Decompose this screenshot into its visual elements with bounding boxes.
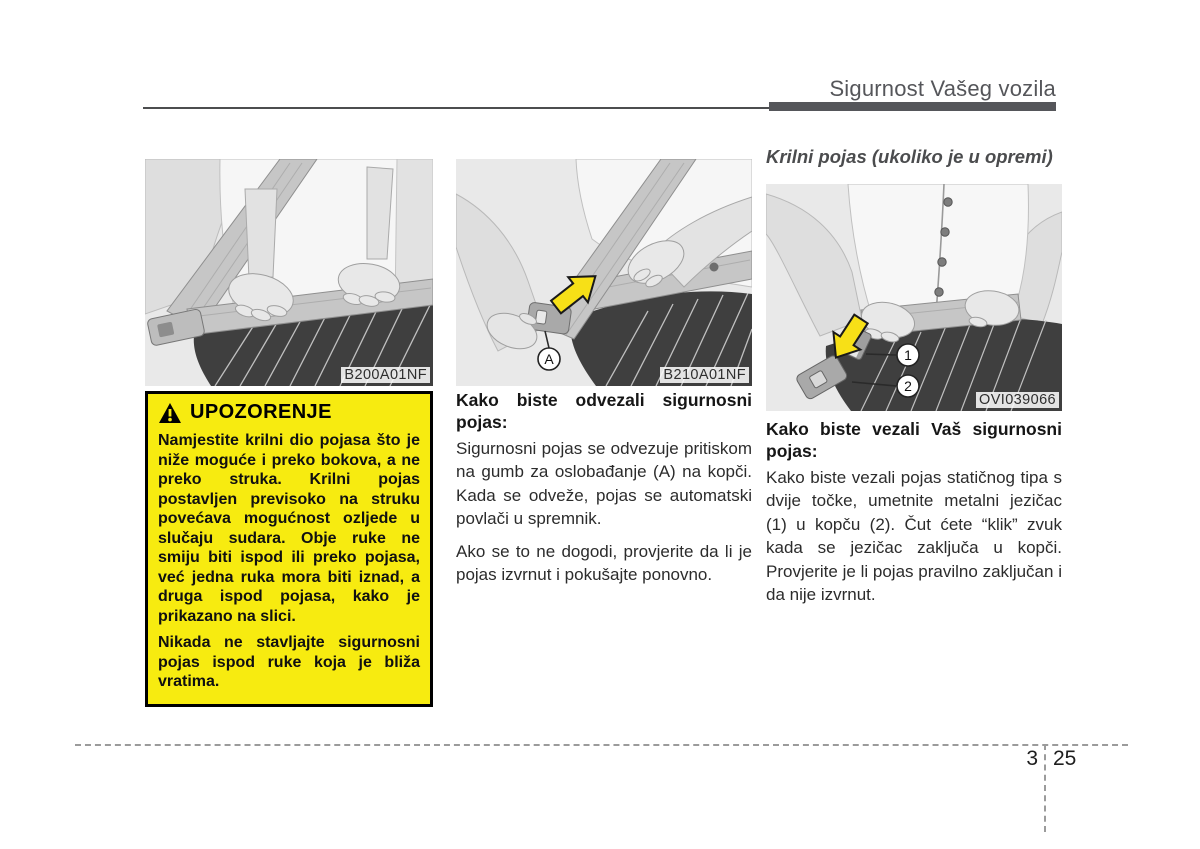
- image-code-label: OVI039066: [976, 392, 1059, 408]
- warning-paragraph: Namjestite krilni dio pojasa što je niže moguće i preko bokova, a ne preko struka. Krilni pojas postavljen previsoko na struku povećava mogućnost ozljede u slučaju sudara. Obje ruke ne smiju biti ispod ili preko pojasa, već jedna ruka mora biti iznad, a druga ispod pojasa, kako je prikazano na slici.: [158, 432, 420, 625]
- unbuckle-text: [456, 437, 752, 595]
- paragraph: Ako se to ne dogodi, provjerite da li je pojas izvrnut i pokušajte ponovno.: [456, 541, 752, 585]
- paragraph: Kako biste vezali pojas statičnog tipa s dvije točke, umetnite metalni jezičac (1) u kopču (2). Čut ćete “klik” zvuk kada se jezičac zaključa u kopči. Provjerite je li pojas pravilno zaključan i da nije izvrnut.: [766, 468, 1062, 605]
- header-rule-bar: [769, 102, 1056, 111]
- static-belt-illustration: [766, 184, 1062, 411]
- warning-triangle-icon: [158, 402, 182, 424]
- page-number: 25: [1053, 747, 1077, 770]
- footer-dashed-rule: [75, 744, 1128, 746]
- chapter-number: 3: [1026, 747, 1038, 770]
- image-code-label: B200A01NF: [341, 367, 430, 383]
- callout-1: 1: [904, 347, 912, 363]
- belt-release-drawing: [456, 159, 752, 386]
- footer-vertical-dashed-rule: [1044, 744, 1046, 832]
- belt-release-illustration: [456, 159, 752, 386]
- callout-a: A: [544, 351, 554, 367]
- warning-title: UPOZORENJE: [190, 401, 332, 423]
- lap-belt-adjust-illustration: [145, 159, 433, 386]
- warning-header: [158, 401, 420, 424]
- callout-2: 2: [904, 378, 912, 394]
- lap-belt-adjust-drawing: [145, 159, 433, 386]
- image-code-label: B210A01NF: [660, 367, 749, 383]
- warning-box: [145, 391, 433, 707]
- page-title: Sigurnost Vašeg vozila: [829, 76, 1056, 101]
- warning-paragraph: Nikada ne stavljajte sigurnosni pojas ispod ruke koja je bliža vratima.: [158, 634, 420, 690]
- lap-belt-section-heading: Krilni pojas (ukoliko je u opremi): [766, 146, 1053, 167]
- unbuckle-heading: Kako biste odvezali sigurnosni pojas:: [456, 390, 752, 432]
- buckle-heading: Kako biste vezali Vaš sigurnosni pojas:: [766, 419, 1062, 461]
- paragraph: Sigurnosni pojas se odvezuje pritiskom na gumb za oslobađanje (A) na kopči. Kada se odveže, pojas se automatski povlači u spremnik.: [456, 439, 752, 529]
- buckle-text: [766, 466, 1062, 615]
